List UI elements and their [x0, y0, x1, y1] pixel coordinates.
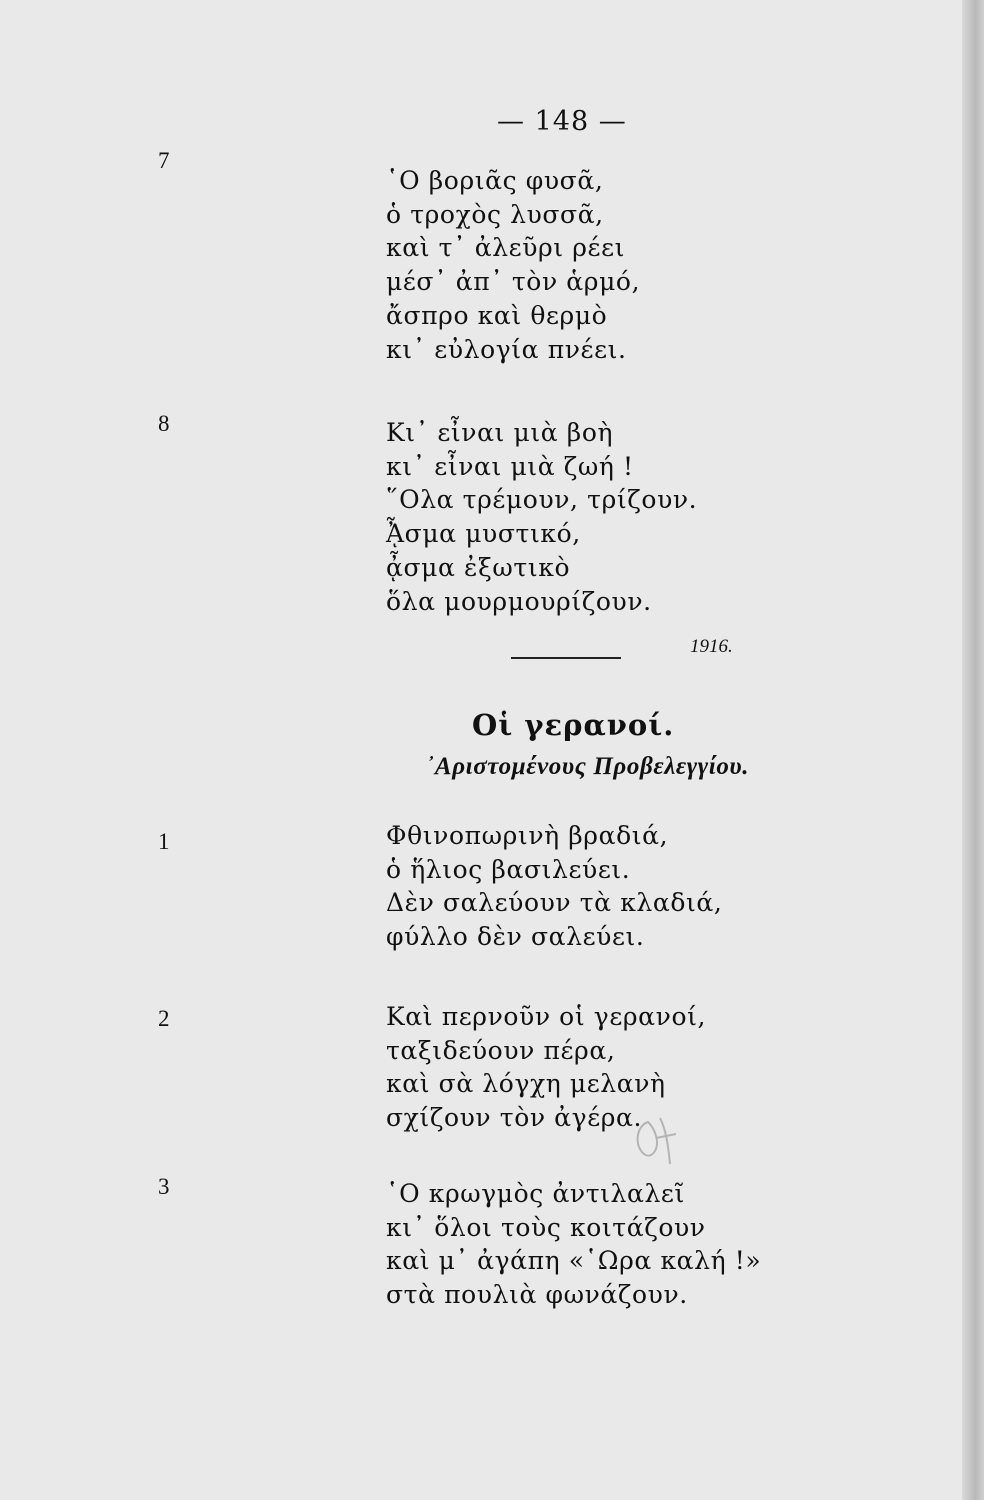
- verse-line: ῾Ο κρωγμὸς ἀντιλαλεῖ: [386, 1179, 685, 1208]
- stanza-number-1: 1: [158, 829, 170, 854]
- poem-title: Οἱ γερανοί.: [472, 708, 675, 742]
- verse-line: ὁ ἥλιος βασιλεύει.: [386, 854, 631, 884]
- verse-line: φύλλο δὲν σαλεύει.: [386, 922, 645, 952]
- verse-line: ταξιδεύουν πέρα,: [386, 1035, 616, 1065]
- stanza-8: [386, 416, 697, 618]
- stanza-number-8: 8: [158, 411, 170, 436]
- verse-line: κι᾿ εὐλογία πνέει.: [386, 334, 627, 364]
- verse-line: ὅλα μουρμουρίζουν.: [386, 586, 652, 616]
- page-number: — 148 —: [497, 106, 627, 137]
- verse-line: ᾆσμα ἐξωτικὸ: [386, 552, 571, 582]
- page-edge: [962, 0, 984, 1500]
- stanza-number-2: 2: [158, 1006, 170, 1031]
- verse-line: ῾Ο βοριᾶς φυσᾶ,: [386, 166, 604, 195]
- verse-line: κι᾿ ὅλοι τοὺς κοιτάζουν: [386, 1212, 706, 1242]
- verse-line: σχίζουν τὸν ἀγέρα.: [386, 1103, 643, 1133]
- stanza-7: [386, 164, 640, 366]
- stanza-number-3: 3: [158, 1174, 170, 1199]
- stanza-1: [386, 819, 722, 954]
- verse-line: ἄσπρο καὶ θερμὸ: [386, 300, 608, 330]
- verse-line: μέσ᾿ ἀπ᾿ τὸν ἁρμό,: [386, 267, 641, 297]
- verse-line: καὶ τ᾿ ἀλεῦρι ρέει: [386, 233, 626, 263]
- section-divider: [511, 657, 621, 659]
- pencil-mark: [626, 1110, 684, 1168]
- verse-line: ὁ τροχὸς λυσσᾶ,: [386, 199, 604, 229]
- verse-line: Φθινοπωρινὴ βραδιά,: [386, 821, 669, 850]
- stanza-3: [386, 1177, 761, 1312]
- stanza-number-7: 7: [158, 148, 170, 173]
- verse-line: στὰ πουλιὰ φωνάζουν.: [386, 1280, 688, 1310]
- verse-line: Κι᾿ εἶναι μιὰ βοὴ: [386, 418, 614, 447]
- verse-line: ῞Ολα τρέμουν, τρίζουν.: [386, 485, 698, 515]
- verse-line: καὶ σὰ λόγχη μελανὴ: [386, 1069, 666, 1099]
- verse-line: Καὶ περνοῦν οἱ γερανοί,: [386, 1002, 707, 1031]
- poem-date: 1916.: [690, 636, 733, 657]
- poem-author: ᾿Αριστομένους Προβελεγγίου.: [426, 753, 750, 780]
- verse-line: καὶ μ᾿ ἀγάπη «῾Ωρα καλή !»: [386, 1246, 762, 1276]
- verse-line: κι᾿ εἶναι μιὰ ζωή !: [386, 451, 634, 481]
- verse-line: Δὲν σαλεύουν τὰ κλαδιά,: [386, 888, 723, 918]
- verse-line: ᾎσμα μυστικό,: [386, 519, 581, 549]
